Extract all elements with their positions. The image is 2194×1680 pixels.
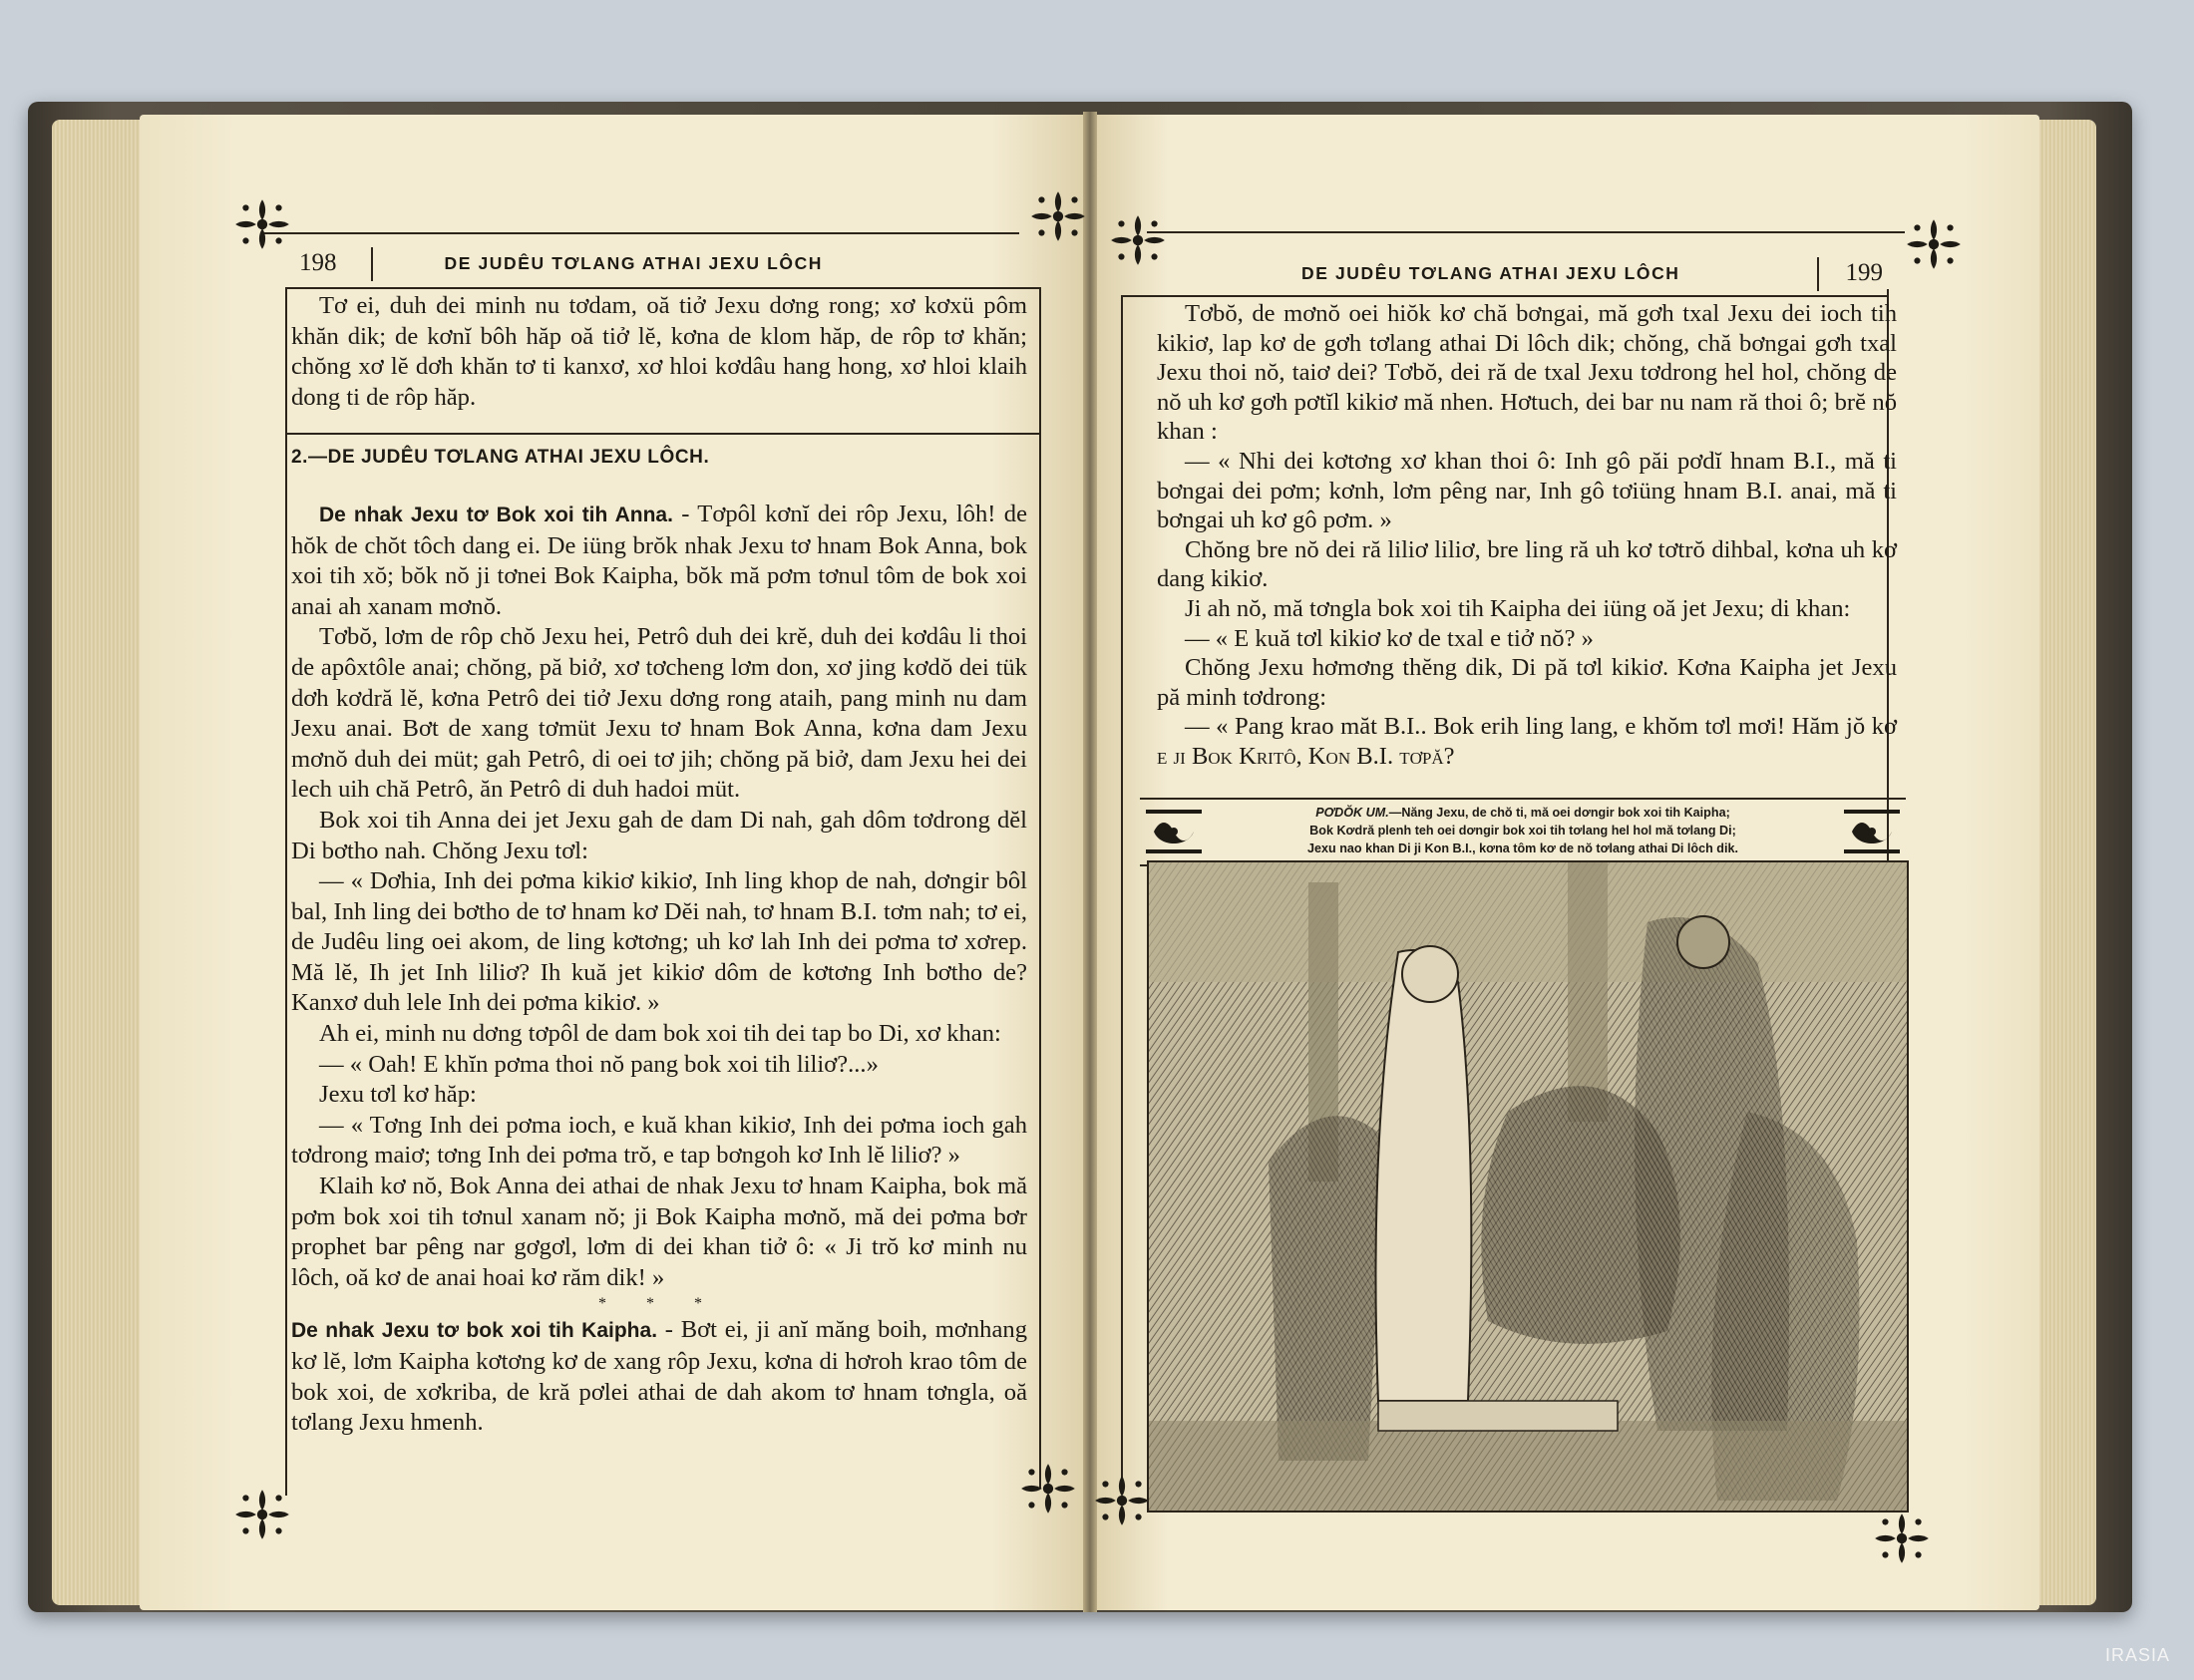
paragraph: Ah ei, minh nu dơng tơpôl de dam bok xoi tih dei tap bo Di, xơ khan: — [319, 1020, 1001, 1048]
left-frame-right — [1039, 287, 1041, 1489]
paragraph: — « Oah! E khĭn pơma thoi nŏ pang bok xoi tih liliơ?...» — [319, 1050, 879, 1078]
paragraph: — « Nhi dei kơtơng xơ khan thoi ô: Inh gô păi pơdĭ hnam B.I., mă ti bơngai dei pơm; kơnh, lơm pêng nar, Inh gô tơiüng hnam B.I. anai, mă ti bơngai uh kơ gô pơm. » — [1157, 447, 1897, 534]
fleuron-ornament-icon — [1871, 1508, 1933, 1569]
paragraph: Klaih kơ nŏ, Bok Anna dei athai de nhak Jexu tơ hnam Kaipha, bok mă pơm bok xoi tih tơnul xanam nŏ; ji Bok Kaipha mơnŏ, mă dei pơma bơr prophet bar pêng nar gơgơl, lơm di dei khan tiở ô: « Ji trŏ kơ minh nu lôch, oă kơ de anai hoai kơ răm dik! » — [291, 1173, 1027, 1291]
caption-line-3: Jexu nao khan Di ji Kon B.I., kơna tôm kơ de nŏ tơlang athai Di lôch dik. — [1306, 841, 1739, 855]
page-number: 199 — [1845, 259, 1883, 286]
paragraph: — « Dơhia, Inh dei pơma kikiơ kikiơ, Inh ling khop de nah, dơngir bôl bal, Inh ling dei bơtho de tơ hnam kơ Dĕi nah, tơ hnam B.I. tơm nah; tơ ei, de Judêu ling oei akom, de ling kơtơng; uh kơ lah Inh dei pơma tơ xơrep. Mă lĕ, Ih jet Inh liliơ? Ih kuă jet kikiơ dôm de kơtơng Inh bơtho de? Kanxơ duh lele Inh dei pơma kikiơ. » — [291, 867, 1027, 1017]
paragraph: Bok xoi tih Anna dei jet Jexu gah de dam Di nah, gah dôm tơdrong dĕl Di bơtho nah. Chŏng Jexu tơl: — [291, 806, 1027, 864]
paragraph — [291, 500, 1027, 622]
section-break: * * * — [598, 1295, 720, 1313]
paragraph-smallcaps: e ji Bok Kritô, Kon B.I. tơpă? — [1157, 742, 1455, 770]
paragraph-lead: De nhak Jexu tơ bok xoi tih Kaipha. — [291, 1319, 658, 1343]
caption-line — [1220, 804, 1826, 822]
right-header-rule-top — [1147, 231, 1905, 233]
left-header — [299, 243, 1037, 283]
running-title: DE JUDÊU TƠLANG ATHAI JEXU LÔCH — [444, 252, 824, 273]
right-frame-left — [1121, 295, 1123, 1492]
caption-ornament-icon — [1842, 806, 1902, 857]
caption-lead: PƠDŎK UM. — [1315, 806, 1389, 820]
left-frame-left — [285, 287, 287, 1496]
fleuron-ornament-icon — [231, 1484, 293, 1545]
running-title: DE JUDÊU TƠLANG ATHAI JEXU LÔCH — [1301, 262, 1680, 283]
fleuron-ornament-icon — [231, 193, 293, 255]
book-gutter — [1083, 112, 1097, 1612]
paragraph-body: - Tơpôl kơnĭ dei rôp Jexu, lôh! de hŏk de chŏt tôch dang ei. De iüng brŏk nhak Jexu tơ hnam Bok Anna, bok xoi tih xŏ; bŏk nŏ ji tơnei Bok Kaipha, bŏk mă pơm tơnul tôm de bok xoi anai ah xanam mơnŏ. — [291, 500, 1027, 620]
section-title: 2.—DE JUDÊU TƠLANG ATHAI JEXU LÔCH. — [291, 447, 710, 469]
paragraph — [291, 1315, 1027, 1438]
paragraph-lead: De nhak Jexu tơ Bok xoi tih Anna. — [319, 503, 673, 526]
caption-ornament-icon — [1144, 806, 1204, 857]
caption-line-2: Bok Kơdră plenh teh oei dơngir bok xoi tih tơlang hel hol mă tơlang Di; — [1309, 824, 1736, 838]
watermark: IRASIA — [2104, 1645, 2170, 1665]
right-header — [1147, 253, 1885, 293]
paragraph: Tơbŏ, de mơnŏ oei hiŏk kơ chă bơngai, mă gơh txal Jexu dei ioch tih kikiơ, lap kơ de gơh tơlang athai Di lôch dik; chŏng, chă bơngai gơh txal Jexu thoi nŏ, taiơ dei? Tơbŏ, dei ră de txal Jexu tơdrong hel hol, chŏng de nŏ uh kơ gơh pơtĭl kikiơ mă nhen. Hơtuch, dei bar nu nam ră thoi ô; brĕ nŏ khan : — [1157, 300, 1897, 446]
left-page-text — [291, 291, 1027, 1439]
paragraph: Jexu tơl kơ hăp: — [319, 1081, 477, 1109]
paragraph: Tơ ei, duh dei minh nu tơdam, oă tiở Jexu dơng rong; xơ kơxü pôm khăn dik; de kơnĭ bôh hăp oă tiở lĕ, kơna de klom hăp, de rôp tơ khăn; chŏng xơ lĕ dơh khăn tơ ti kanxơ, xơ hloi kơdâu hang hong, xơ hloi klaih dong ti de rôp hăp. — [291, 292, 1027, 411]
paragraph — [1157, 712, 1897, 771]
paragraph: — « Tơng Inh dei pơma ioch, e kuă khan kikiơ, Inh dei pơma ioch gah tơdrong maiơ; tơng Inh dei pơma trŏ, e tap bơngoh kơ Inh lĕ liliơ? » — [291, 1111, 1027, 1170]
paragraph: Chŏng Jexu hơmơng thĕng dik, Di pă tơl kikiơ. Kơna Kaipha jet Jexu pă minh tơdrong: — [1157, 654, 1897, 711]
paragraph: Tơbŏ, lơm de rôp chŏ Jexu hei, Petrô duh dei krĕ, duh dei kơdâu li thoi de apôxtôle anai; chŏng, pă biở, xơ tơcheng lơm don, xơ jing kơdŏ dei tük dơh kơdră lĕ, kơna Petrô dei tiở Jexu dơng rong ataih, pang minh nu dam Jexu anai. Bơt de xang tơmüt Jexu tơ hnam Bok Anna, kơna dam Jexu mơnŏ duh dei müt; gah Petrô, di oei tơ jih; chŏng pă biở, dam Jexu hei dei lech uih chă Petrô, ăn Petrô di duh hadoi müt. — [291, 623, 1027, 804]
page-number: 198 — [299, 249, 337, 276]
fleuron-ornament-icon — [1903, 213, 1965, 275]
right-header-rule-bottom — [1121, 295, 1889, 297]
paragraph-body: — « Pang krao măt B.I.. Bok erih ling lang, e khŏm tơl mơi! Hăm jŏ kơ — [1185, 713, 1897, 741]
paragraph: — « E kuă tơl kikiơ kơ de txal e tiở nŏ? » — [1185, 624, 1594, 652]
fleuron-ornament-icon — [1017, 1458, 1079, 1519]
fleuron-ornament-icon — [1091, 1470, 1153, 1531]
illustration-caption — [1140, 798, 1906, 866]
paragraph: Ji ah nŏ, mă tơngla bok xoi tih Kaipha dei iüng oă jet Jexu; di khan: — [1185, 594, 1851, 622]
fleuron-ornament-icon — [1107, 209, 1169, 271]
engraving-illustration — [1147, 860, 1909, 1512]
right-page-text — [1157, 299, 1897, 772]
fleuron-ornament-icon — [1027, 185, 1089, 247]
paragraph-body: - Bơt ei, ji anĭ măng boih, mơnhang kơ lĕ, lơm Kaipha kơtơng kơ de xang rôp Jexu, kơna di hơroh krao tôm de bok xoi, de xơkriba, de kră pơlei athai de dah akom tơ hnam tơngla, oă tơlang Jexu hmenh. — [291, 1316, 1027, 1437]
left-header-rule-bottom — [285, 287, 1041, 289]
page-edges-left — [52, 120, 152, 1605]
caption-line-1: —Năng Jexu, de chŏ ti, mă oei dơngir bok xoi tih Kaipha; — [1388, 806, 1730, 820]
left-header-rule-top — [261, 232, 1019, 234]
paragraph: Chŏng bre nŏ dei ră liliơ liliơ, bre ling ră uh kơ tơtrŏ dihbal, kơna uh kơ dang kikiơ. — [1157, 535, 1897, 593]
caption-text — [1220, 804, 1826, 857]
